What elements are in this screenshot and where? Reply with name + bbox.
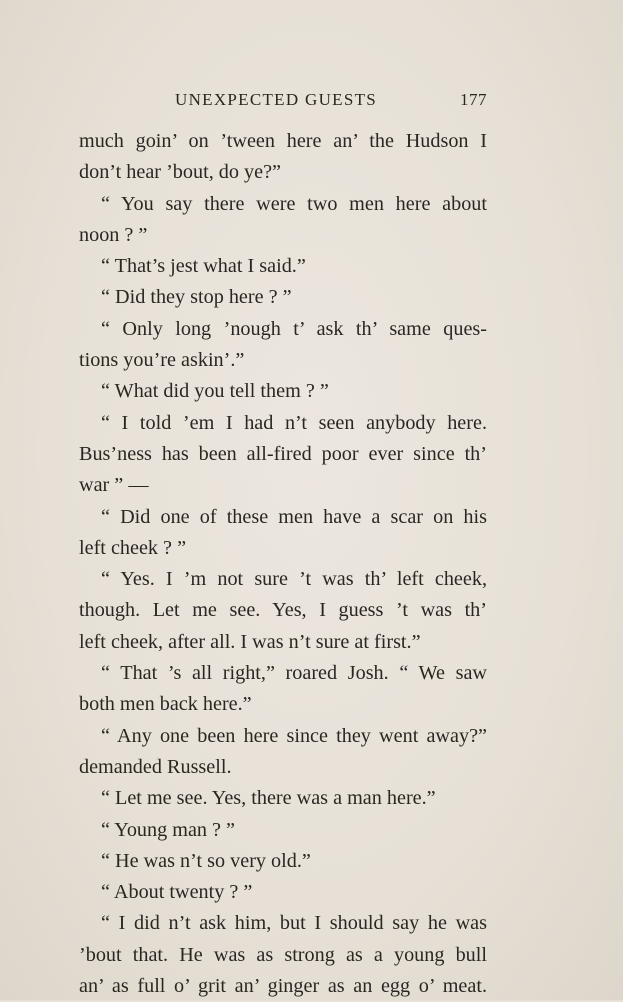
text-line: tions you’re askin’.” <box>79 349 245 372</box>
text-line: left cheek ? ” <box>79 536 187 559</box>
text-line: “ Yes. I ’m not sure ’t was th’ left cheek, <box>101 568 487 591</box>
text-line: “ Did one of these men have a scar on his <box>101 505 487 528</box>
text-line: noon ? ” <box>79 223 148 246</box>
text-line: left cheek, after all. I was n’t sure at first.” <box>79 630 421 653</box>
text-line: “ Let me see. Yes, there was a man here.” <box>101 787 436 810</box>
chapter-title: UNEXPECTED GUESTS <box>175 90 378 109</box>
page-number: 177 <box>460 90 487 109</box>
text-line: “ Did they stop here ? ” <box>101 286 292 309</box>
text-line: though. Let me see. Yes, I guess ’t was th’ <box>79 599 487 622</box>
text-line: ’bout that. He was as strong as a young bull <box>79 943 487 966</box>
text-line: “ What did you tell them ? ” <box>101 380 329 403</box>
text-line: Bus’ness has been all-fired poor ever since th’ <box>79 442 487 465</box>
text-line: “ Any one been here since they went away?” <box>101 724 487 747</box>
text-line: “ You say there were two men here about <box>101 192 487 215</box>
text-line: demanded Russell. <box>79 755 232 778</box>
text-line: war ” — <box>79 474 149 497</box>
text-line: “ Young man ? ” <box>101 818 236 841</box>
text-line: “ He was n’t so very old.” <box>101 849 311 872</box>
text-line: “ Only long ’nough t’ ask th’ same ques- <box>101 317 487 340</box>
running-head <box>175 90 487 116</box>
text-line: don’t hear ’bout, do ye?” <box>79 161 281 184</box>
text-line: “ That ’s all right,” roared Josh. “ We saw <box>101 662 487 685</box>
text-line: “ About twenty ? ” <box>101 881 253 904</box>
body-text <box>79 126 487 1002</box>
text-line: “ That’s jest what I said.” <box>101 255 306 278</box>
text-line: an’ as full o’ grit an’ ginger as an egg o’ meat. <box>79 975 487 998</box>
text-line: much goin’ on ’tween here an’ the Hudson I <box>79 130 487 152</box>
text-line: both men back here.” <box>79 693 252 716</box>
text-line: “ I told ’em I had n’t seen anybody here. <box>101 411 487 434</box>
text-line: “ I did n’t ask him, but I should say he was <box>101 912 487 935</box>
